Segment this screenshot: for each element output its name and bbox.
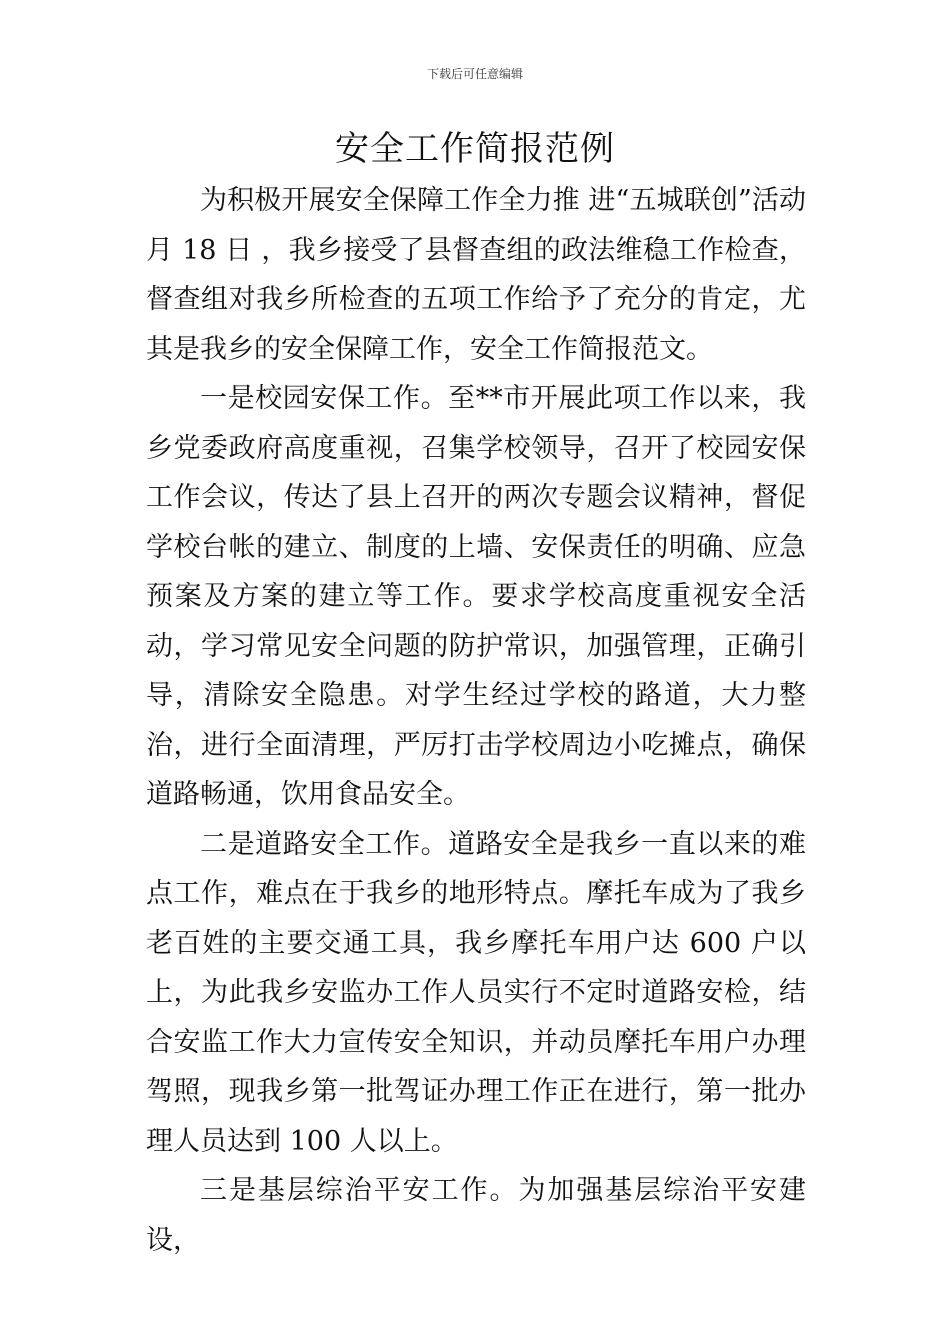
paragraph-campus-security: 一是校园安保工作。至**市开展此项工作以来，我乡党委政府高度重视，召集学校领导，召开了校园安保工作会议，传达了县上召开的两次专题会议精神，督促学校台帐的建立、制度的上墙、安保责任的明确、应急预案及方案的建立等工作。要求学校高度重视安全活动，学习常见安全问题的防护常识，加强管理，正确引导，清除安全隐患。对学生经过学校的路道，大力整治，进行全面清理，严厉打击学校周边小吃摊点，确保道路畅通，饮用食品安全。 xyxy=(146,383,806,810)
header-note: 下载后可任意编辑 xyxy=(426,67,523,81)
paragraph-road-safety: 二是道路安全工作。道路安全是我乡一直以来的难点工作，难点在于我乡的地形特点。摩托车成为了我乡老百姓的主要交通工具，我乡摩托车用户达 600 户以上，为此我乡安监办工作人员实行不定时道路安检，结合安监工作大力宣传安全知识，并动员摩托车用户办理驾照，现我乡第一批驾证办理工作正在进行，第一批办理人员达到 100 人以上。 xyxy=(146,828,806,1157)
document-body xyxy=(146,176,806,1265)
document-title: 安全工作简报范例 xyxy=(335,129,615,169)
paragraph-intro: 为积极开展安全保障工作全力推 进“五城联创”活动月 18 日 ，我乡接受了县督查组的政法维稳工作检查，督查组对我乡所检查的五项工作给予了充分的肯定，尤其是我乡的安全保障工作，安全工作简报范文。 xyxy=(146,185,806,365)
paragraph-grassroots-safety: 三是基层综治平安工作。为加强基层综治平安建设， xyxy=(146,1175,806,1256)
